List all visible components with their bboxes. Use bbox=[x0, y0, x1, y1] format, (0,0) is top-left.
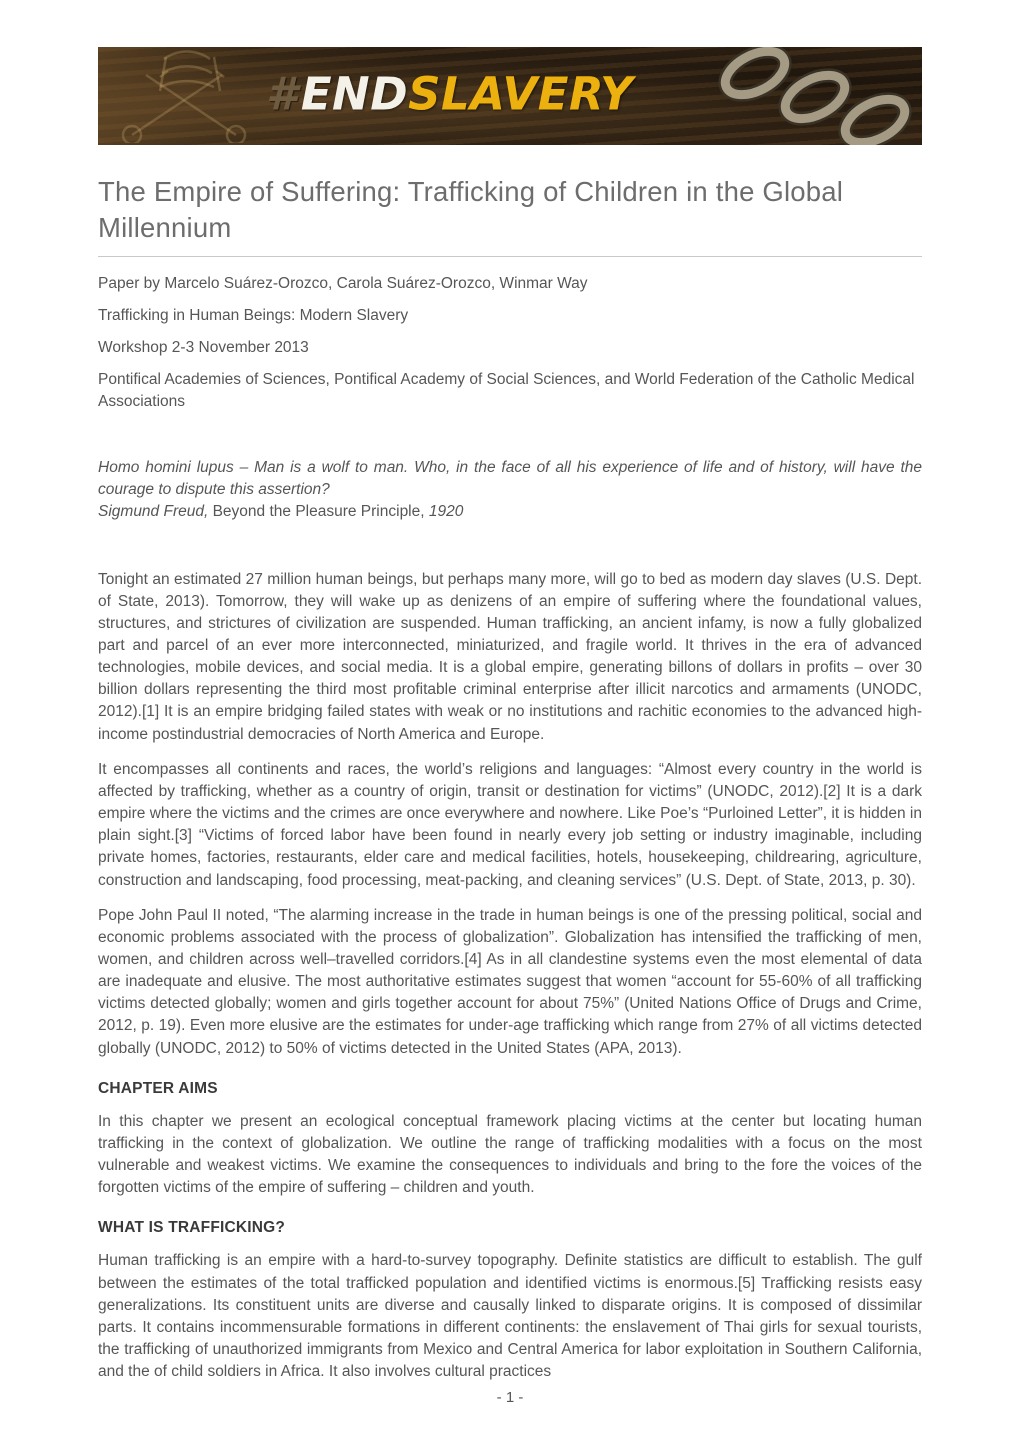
body-paragraph: Pope John Paul II noted, “The alarming increase in the trade in human beings is one of the pressing political, social and economic problems associated with the process of globalization”. Globalization has intensified the trafficking of men, women, and children across well–travelled corridors.[4] As in all clandestine systems even the most elemental of data are inadequate and elusive. The most authoritative estimates suggest that women “account for 55-60% of all trafficking victims detected globally; women and girls together account for about 75%” (United Nations Office of Drugs and Crime, 2012, p. 19). Even more elusive are the estimates for under-age trafficking which range from 27% of all victims detected globally (UNODC, 2012) to 50% of victims detected in the United States (APA, 2013). bbox=[98, 906, 922, 1057]
epigraph-text: Homo homini lupus – Man is a wolf to man. Who, in the face of all his experience of life and of history, will have the courage to dispute this assertion? bbox=[98, 458, 922, 498]
series-line: Trafficking in Human Beings: Modern Slavery bbox=[98, 306, 409, 324]
logo-slavery-text: SLAVERY bbox=[408, 67, 634, 121]
body-paragraph: Tonight an estimated 27 million human beings, but perhaps many more, will go to bed as modern day slaves (U.S. Dept. of State, 2013). Tomorrow, they will wake up as denizens of an empire of suffering where the foundational values, structures, and strictures of civilization are suspended. Human trafficking, an ancient infamy, is now a fully globalized part and parcel of an ever more interconnected, miniaturized, and fragile world. It thrives in the era of advanced technologies, mobile devices, and social media. It is a global empire, generating billons of dollars in profits – over 30 billion dollars representing the third most profitable criminal enterprise after illicit narcotics and armaments (UNODC, 2012).[1] It is an empire bridging failed states with weak or no institutions and rachitic economies to the advanced high-income postindustrial democracies of North America and Europe. bbox=[98, 570, 922, 743]
body-paragraph: In this chapter we present an ecological conceptual framework placing victims at the center but locating human trafficking in the context of globalization. We outline the range of trafficking modalities with a focus on the most vulnerable and weakest victims. We examine the consequences to individuals and bring to the fore the voices of the forgotten victims of the empire of suffering – children and youth. bbox=[98, 1112, 922, 1197]
epigraph-attribution bbox=[98, 501, 922, 523]
endslavery-banner bbox=[98, 47, 922, 145]
epigraph-author: Sigmund Freud, bbox=[98, 502, 209, 520]
epigraph-work: Beyond the Pleasure Principle, bbox=[212, 502, 425, 520]
institutions-line: Pontifical Academies of Sciences, Pontifical Academy of Social Sciences, and World Federation of the Catholic Medical Associations bbox=[98, 370, 915, 410]
page-footer bbox=[0, 1389, 1020, 1406]
section-heading: CHAPTER AIMS bbox=[98, 1079, 218, 1097]
epigraph bbox=[98, 457, 922, 523]
logo-hash-glyph: # bbox=[266, 67, 298, 121]
page-title: The Empire of Suffering: Trafficking of Children in the Global Millennium bbox=[98, 174, 922, 257]
authors-line: Paper by Marcelo Suárez-Orozco, Carola Suárez-Orozco, Winmar Way bbox=[98, 274, 588, 292]
epigraph-year: 1920 bbox=[428, 502, 464, 520]
workshop-date-line: Workshop 2-3 November 2013 bbox=[98, 338, 309, 356]
section-heading: WHAT IS TRAFFICKING? bbox=[98, 1219, 286, 1237]
body-paragraph: It encompasses all continents and races, the world’s religions and languages: “Almost every country in the world is affected by trafficking, whether as a country of origin, transit or destination for victims” (UNODC, 2012).[2] It is a dark empire where the victims and the crimes are once everywhere and nowhere. Like Poe’s “Purloined Letter”, it is hidden in plain sight.[3] “Victims of forced labor have been found in nearly every job setting or industry imaginable, including private homes, factories, restaurants, elder care and medical facilities, hotels, housekeeping, childrearing, agriculture, construction and landscaping, food processing, meat-packing, and cleaning services” (U.S. Dept. of State, 2013, p. 30). bbox=[98, 760, 922, 889]
papal-emblem-icon bbox=[104, 49, 264, 143]
endslavery-logo bbox=[266, 67, 633, 120]
article-body bbox=[98, 569, 922, 1384]
logo-end-text: END bbox=[300, 67, 409, 121]
body-paragraph: Human trafficking is an empire with a hard-to-survey topography. Definite statistics are difficult to establish. The gulf between the estimates of the total trafficked population and identified victims is enormous.[5] Trafficking resists easy generalizations. Its constituent units are diverse and causally linked to disparate origins. It is composed of dissimilar parts. It contains incommensurable formations in different continents: the enslavement of Thai girls for sexual tourists, the trafficking of unauthorized immigrants from Mexico and Central America for labor exploitation in Southern California, and the of child soldiers in Africa. It also involves cultural practices bbox=[98, 1252, 922, 1381]
chain-links-icon bbox=[707, 47, 922, 145]
page-number: - 1 - bbox=[496, 1389, 524, 1406]
